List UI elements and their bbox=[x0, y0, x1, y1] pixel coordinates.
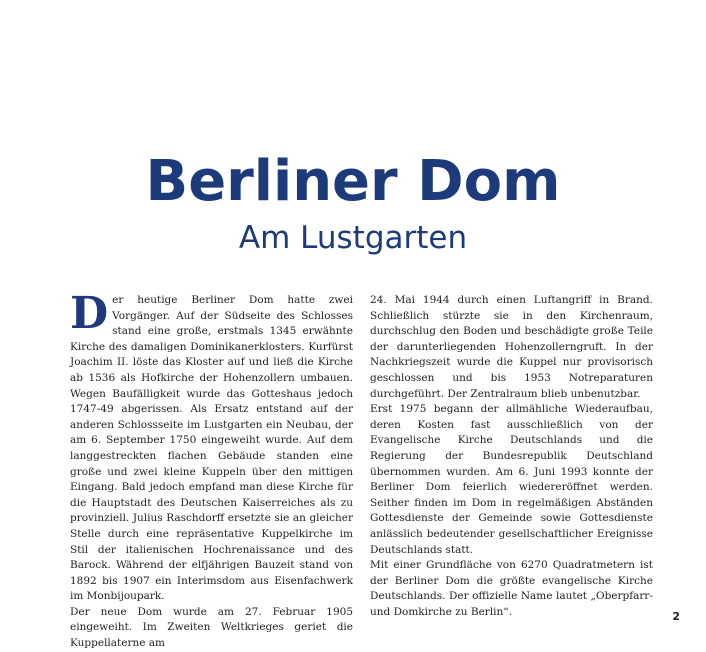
paragraph-2: Der neue Dom wurde am 27. Februar 1905 eingeweiht. Im Zweiten Weltkrieges geriet die Kuppellaterne am bbox=[70, 605, 353, 650]
page-title: Berliner Dom bbox=[145, 149, 561, 214]
paragraph-1-text: er heutige Berliner Dom hatte zwei Vorgänger. Auf der Südseite des Schlosses stand eine große, erstmals 1345 erwähnte Kirche des damaligen Dominikanerklosters. Kurfürst Joachim II. löste das Kloster auf und ließ die Kirche ab 1536 als Hofkirche der Hohenzollern umbauen. Wegen Baufälligkeit wurde das Gotteshaus jedoch 1747-49 abgerissen. Als Ersatz entstand auf der anderen Schlossseite im Lustgarten ein Neubau, der am 6. September 1750 eingeweiht wurde. Auf dem langgestreckten flachen Gebäude standen eine große und zwei kleine Kuppeln über den mittigen Eingang. Bald jedoch empfand man diese Kirche für die Hauptstadt des Deutschen Kaiserreiches als zu provinziell. Julius Raschdorff ersetzte sie an gleicher Stelle durch eine repräsentative Kuppelkirche im Stil der italienischen Hochrenaissance und des Barock. Während der elfjährigen Bauzeit stand von 1892 bis 1907 ein Interimsdom aus Eisenfachwerk im Monbijoupark. bbox=[70, 294, 353, 603]
page-subtitle: Am Lustgarten bbox=[238, 220, 468, 256]
paragraph-3: 24. Mai 1944 durch einen Luftangriff in Brand. Schließlich stürzte sie in den Kirchenraum, durchschlug den Boden und beschädigte große Teile der darunterliegenden Hohenzollerngruft. In der Nachkriegszeit wurde die Kuppel nur provisorisch geschlossen und bis 1953 Notreparaturen durchgeführt. Der Zentralraum blieb unbenutzbar. bbox=[370, 294, 653, 400]
drop-cap: D bbox=[70, 288, 109, 339]
paragraph-4: Erst 1975 begann der allmähliche Wiederaufbau, deren Kosten fast ausschließlich von der Evangelische Kirche Deutschlands und die Regierung der Bundesrepublik Deutschland übernommen wurden. Am 6. Juni 1993 konnte der Berliner Dom feierlich wiedereröffnet werden. Seither finden im Dom in regelmäßigen Abständen Gottesdienste der Gemeinde sowie Gottesdienste anlässlich bedeutender gesellschaftlicher Ereignisse Deutschlands statt. bbox=[370, 403, 653, 556]
page-number: 2 bbox=[672, 610, 680, 623]
text-column-right bbox=[370, 293, 653, 620]
text-column-left bbox=[70, 288, 353, 652]
paragraph-5: Mit einer Grundfläche von 6270 Quadratmetern ist der Berliner Dom die größte evangelische Kirche Deutschlands. Der offizielle Name lautet „Oberpfarr- und Domkirche zu Berlin“. bbox=[370, 559, 653, 618]
paragraph-1 bbox=[70, 288, 353, 605]
